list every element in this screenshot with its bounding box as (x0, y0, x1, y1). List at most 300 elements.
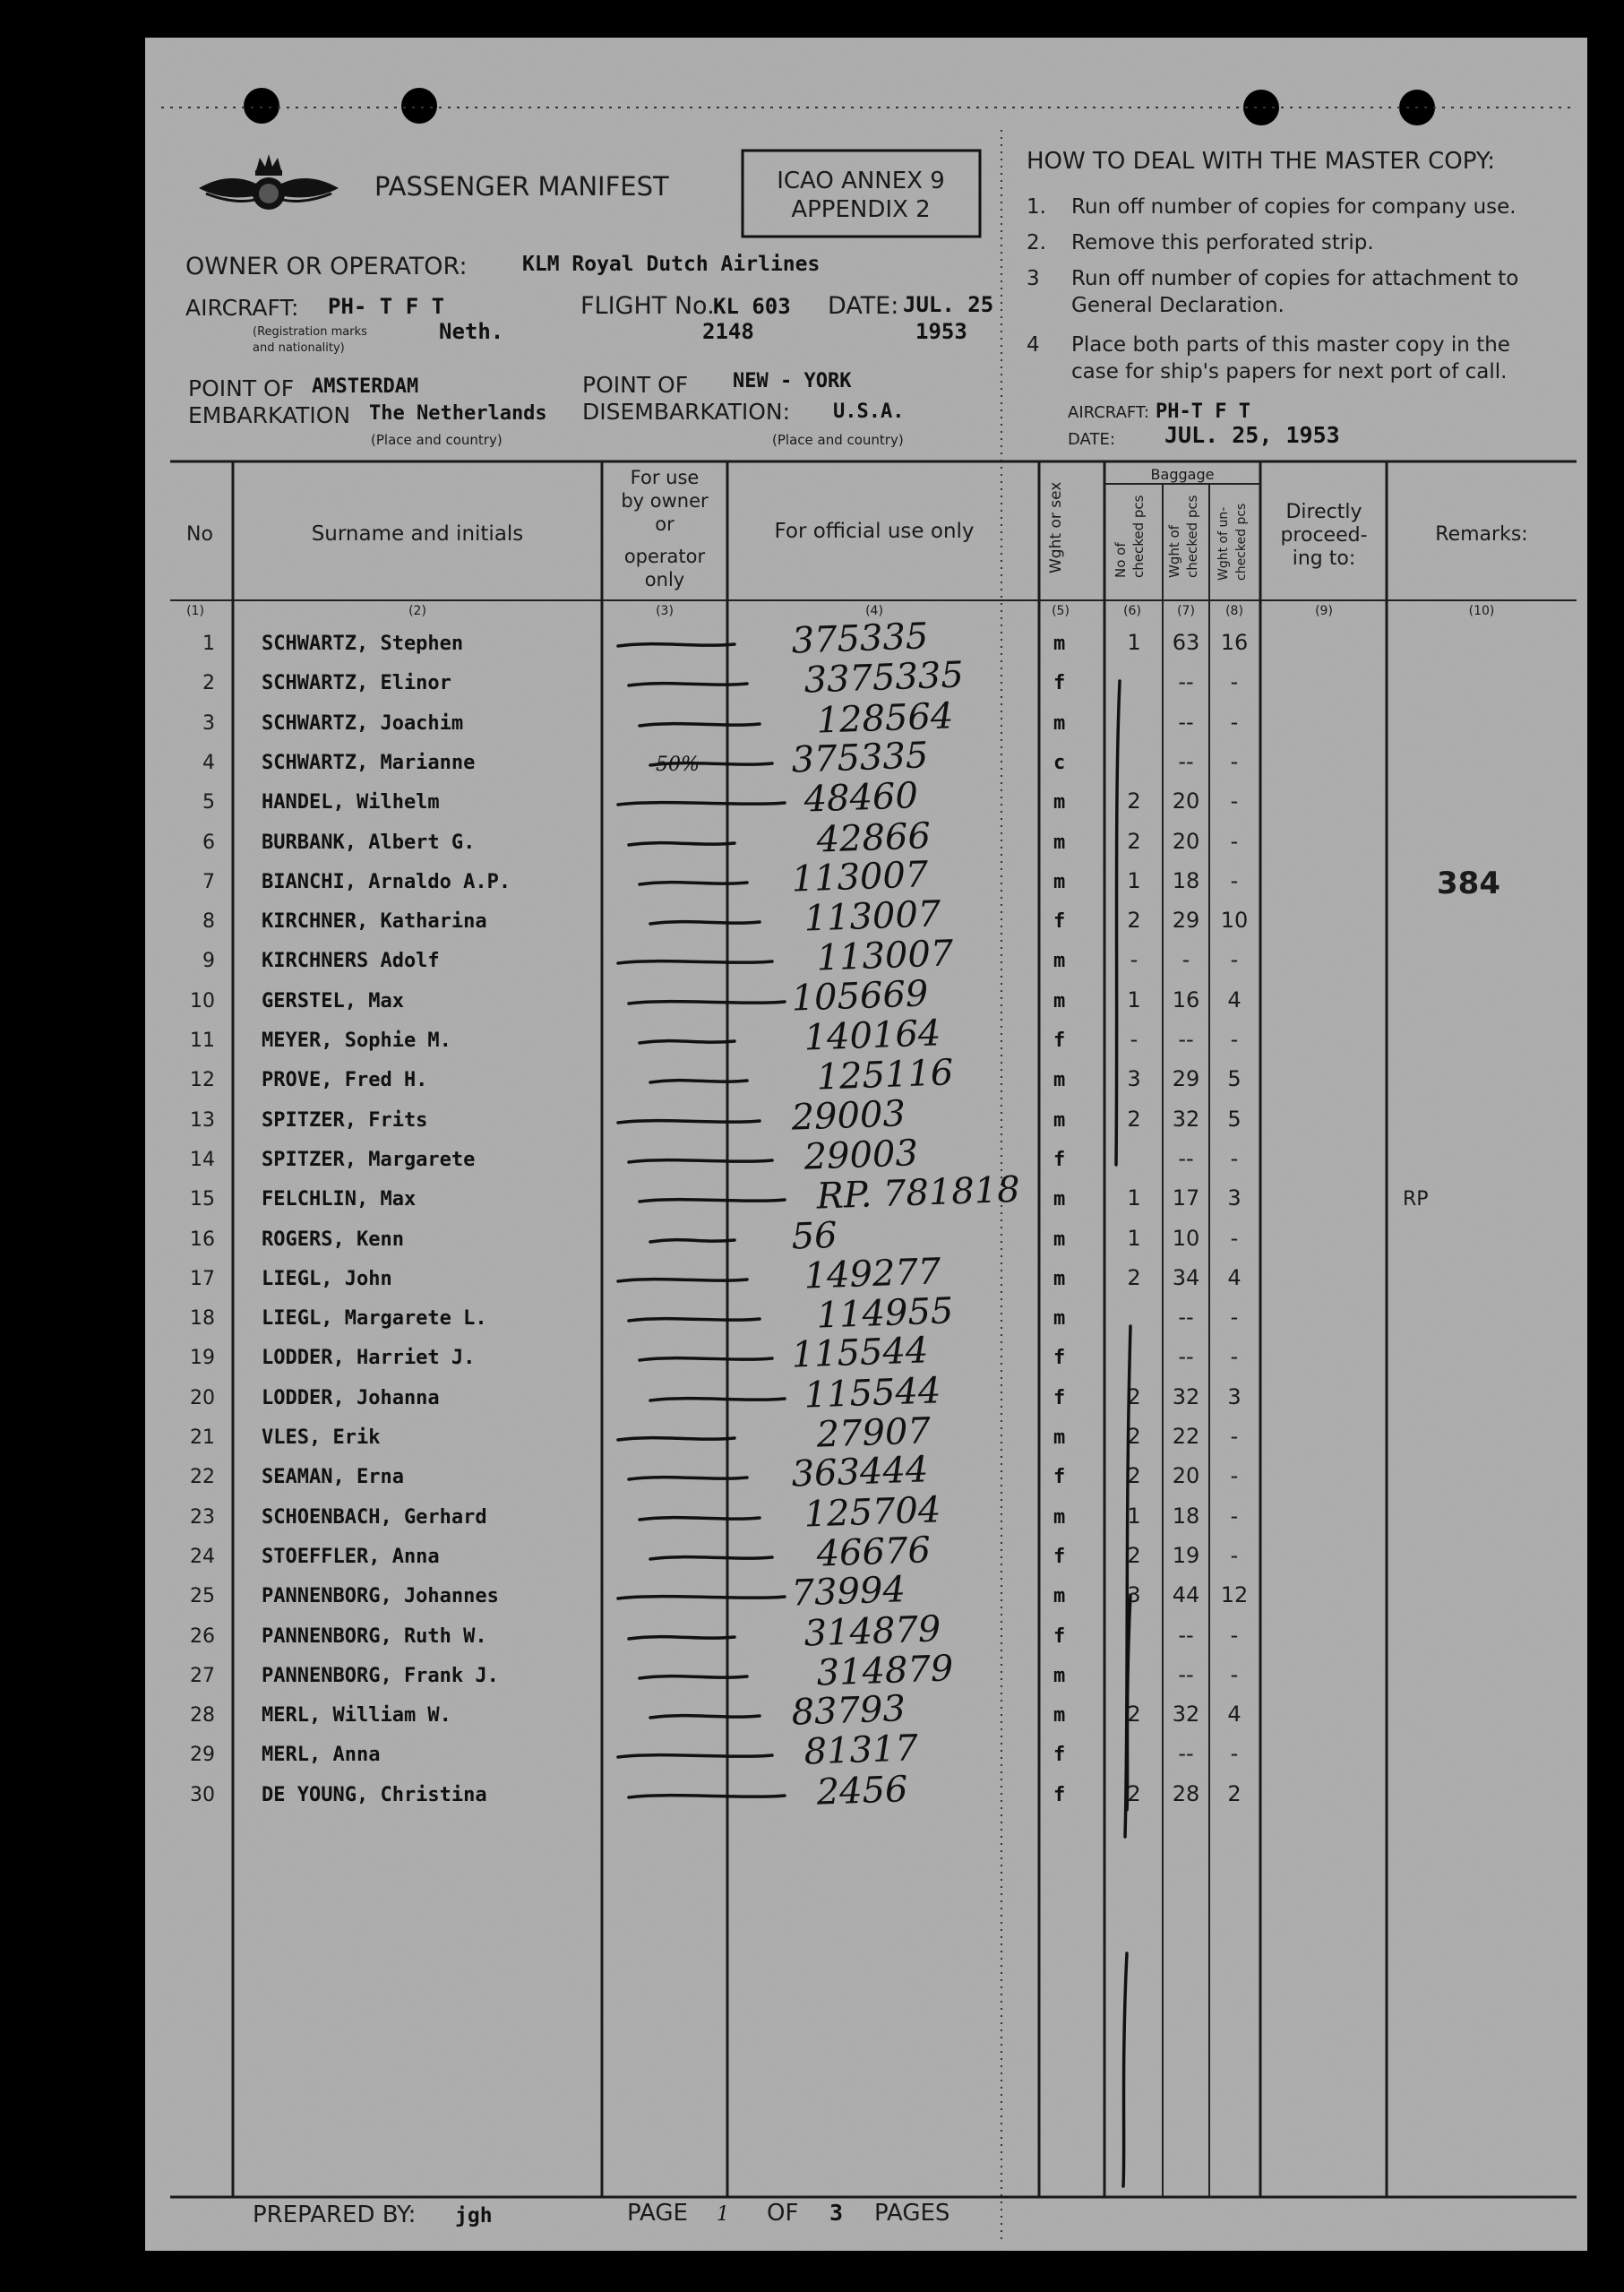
master-aircraft-value: PH-T F T (1156, 401, 1250, 423)
master-item-2-line-1: Remove this perforated strip. (1071, 231, 1374, 254)
master-title: HOW TO DEAL WITH THE MASTER COPY: (1027, 148, 1496, 175)
master-item-1-line-1: Run off number of copies for company use. (1071, 195, 1517, 219)
col-header-owner-use-3: or (655, 513, 675, 535)
passenger-name: PANNENBORG, Ruth W. (262, 1625, 487, 1648)
baggage-weight: 63 (1172, 630, 1200, 655)
pen-stroke (629, 1002, 785, 1004)
col-header-remarks: Remarks: (1435, 523, 1528, 546)
master-item-4-line-1: Place both parts of this master copy in the (1071, 333, 1510, 357)
baggage-pieces: 2 (1127, 1463, 1141, 1488)
col-header-wght-checked-1: Wght of (1166, 525, 1182, 578)
row-number: 26 (190, 1625, 215, 1648)
baggage-weight: -- (1178, 1741, 1194, 1766)
passenger-name: BIANCHI, Arnaldo A.P. (262, 871, 511, 893)
baggage-weight: 32 (1172, 1107, 1200, 1132)
sex-code: m (1053, 990, 1066, 1012)
col-header-wght-sex: Wght or sex (1047, 481, 1065, 573)
icao-line-1: ICAO ANNEX 9 (777, 168, 945, 194)
page-label: PAGE (627, 2200, 688, 2227)
icao-line-2: APPENDIX 2 (791, 196, 931, 223)
column-number: (6) (1123, 604, 1141, 618)
disembarkation-city: NEW - YORK (733, 370, 852, 392)
row-number: 27 (190, 1665, 215, 1687)
unchecked-weight: - (1230, 1463, 1239, 1488)
pen-stroke (640, 1041, 735, 1043)
page-total: 3 (829, 2200, 844, 2226)
sex-code: m (1053, 1426, 1066, 1449)
pen-stroke (618, 1438, 735, 1440)
unchecked-weight: - (1230, 1741, 1239, 1766)
pen-stroke (650, 763, 772, 765)
remarks-value: RP (1403, 1188, 1429, 1211)
official-use-number: 363444 (790, 1449, 930, 1495)
row-number: 1 (202, 633, 215, 655)
passenger-name: DE YOUNG, Christina (262, 1784, 487, 1806)
embarkation-city: AMSTERDAM (312, 375, 419, 398)
master-item-4-line-2: case for ship's papers for next port of call. (1071, 360, 1508, 383)
col-header-baggage: Baggage (1150, 466, 1215, 483)
row-number: 24 (190, 1546, 215, 1568)
col-header-owner-use-1: For use (630, 467, 700, 488)
passenger-name: MERL, Anna (262, 1744, 381, 1766)
sex-code: m (1053, 1704, 1066, 1727)
sex-code: f (1053, 1466, 1066, 1488)
baggage-weight: 22 (1172, 1424, 1200, 1449)
official-use-number: 73994 (790, 1569, 907, 1615)
col-header-wght-unchecked-2: checked pcs (1234, 503, 1249, 581)
official-use-number: 375335 (790, 735, 930, 781)
row-number: 14 (190, 1149, 215, 1171)
passenger-name: SEAMAN, Erna (262, 1466, 404, 1488)
row-number: 18 (190, 1307, 215, 1330)
registration-note-1: (Registration marks (253, 325, 367, 339)
form-title: PASSENGER MANIFEST (374, 171, 669, 202)
row-number: 22 (190, 1466, 215, 1488)
baggage-pieces: 1 (1127, 1226, 1141, 1251)
pen-stroke (650, 1399, 785, 1400)
pen-stroke (640, 1358, 772, 1360)
unchecked-weight: - (1230, 710, 1239, 735)
unchecked-weight: - (1230, 1146, 1239, 1171)
pen-stroke (629, 1796, 785, 1797)
baggage-weight: -- (1178, 1146, 1194, 1171)
baggage-weight: 16 (1172, 987, 1200, 1012)
baggage-weight: 18 (1172, 1504, 1200, 1529)
row-number: 15 (190, 1188, 215, 1211)
unchecked-weight: - (1230, 669, 1239, 694)
disembarkation-place-note: (Place and country) (772, 432, 904, 448)
unchecked-weight: - (1230, 749, 1239, 774)
unchecked-weight: - (1230, 1623, 1239, 1648)
pen-stroke (618, 1280, 747, 1281)
passenger-name: PANNENBORG, Johannes (262, 1585, 499, 1607)
passenger-name: SCHWARTZ, Stephen (262, 633, 464, 655)
passenger-name: STOEFFLER, Anna (262, 1546, 440, 1568)
baggage-weight: 29 (1172, 908, 1200, 933)
passenger-name: SPITZER, Margarete (262, 1149, 476, 1171)
passenger-name: LIEGL, Margarete L. (262, 1307, 487, 1330)
official-use-number: 2456 (815, 1769, 909, 1814)
unchecked-weight: 2 (1227, 1781, 1242, 1806)
col-header-directly-3: ing to: (1292, 547, 1356, 570)
col-header-wght-unchecked-1: Wght of un- (1216, 506, 1231, 581)
date-label: DATE: (828, 292, 899, 320)
col-header-name: Surname and initials (311, 522, 524, 546)
row-number: 19 (190, 1347, 215, 1369)
pen-stroke (629, 684, 747, 685)
row-number: 7 (202, 871, 215, 893)
baggage-pieces: 1 (1127, 987, 1141, 1012)
date-year: 1953 (915, 319, 967, 344)
col-header-directly-2: proceed- (1280, 524, 1368, 547)
column-number: (8) (1225, 604, 1243, 618)
unchecked-weight: - (1230, 1662, 1239, 1687)
pages-label: PAGES (874, 2200, 950, 2227)
baggage-pieces: 2 (1127, 1107, 1141, 1132)
official-use-number: 125116 (815, 1052, 955, 1099)
baggage-weight: -- (1178, 1027, 1194, 1052)
baggage-weight: -- (1178, 1344, 1194, 1369)
official-use-number: RP. 781818 (815, 1168, 1021, 1218)
baggage-pieces: 1 (1127, 1185, 1141, 1211)
passenger-name: SCHWARTZ, Elinor (262, 672, 451, 694)
prepared-by-label: PREPARED BY: (253, 2202, 417, 2228)
official-use-number: 128564 (815, 695, 955, 742)
official-use-number: 29003 (803, 1133, 919, 1178)
sex-code: f (1053, 1347, 1066, 1369)
row-number: 5 (202, 791, 215, 814)
owner-label: OWNER OR OPERATOR: (185, 253, 468, 280)
passenger-name: KIRCHNERS Adolf (262, 950, 440, 972)
passenger-name: ROGERS, Kenn (262, 1228, 404, 1251)
pen-stroke (640, 724, 760, 726)
baggage-pieces: 2 (1127, 1384, 1141, 1409)
row-number: 6 (202, 831, 215, 854)
baggage-weight: 20 (1172, 829, 1200, 854)
unchecked-weight: - (1230, 1226, 1239, 1251)
row-number: 13 (190, 1109, 215, 1132)
column-number: (4) (865, 604, 883, 618)
unchecked-weight: 12 (1220, 1582, 1249, 1607)
pen-stroke (640, 883, 747, 884)
row-number: 17 (190, 1268, 215, 1290)
passenger-name: LODDER, Harriet J. (262, 1347, 476, 1369)
sex-code: m (1053, 1665, 1066, 1687)
point-of-disembarkation-label-1: POINT OF (582, 372, 689, 398)
unchecked-weight: - (1230, 1504, 1239, 1529)
embarkation-place-note: (Place and country) (371, 432, 503, 448)
point-of-embarkation-label-1: POINT OF (188, 375, 295, 401)
prepared-by-value: jgh (455, 2204, 493, 2227)
column-number: (3) (656, 604, 674, 618)
passenger-name: SCHOENBACH, Gerhard (262, 1506, 487, 1529)
baggage-pieces: 3 (1127, 1582, 1141, 1607)
baggage-weight: -- (1178, 669, 1194, 694)
pen-stroke (618, 961, 772, 963)
column-number: (5) (1052, 604, 1070, 618)
baggage-weight: 44 (1172, 1582, 1200, 1607)
official-use-number: 27907 (815, 1410, 932, 1456)
registration-note-2: and nationality) (253, 341, 345, 355)
baggage-weight: -- (1178, 1662, 1194, 1687)
unchecked-weight: - (1230, 1543, 1239, 1568)
sex-code: c (1053, 752, 1066, 774)
sex-code: m (1053, 1188, 1066, 1211)
official-use-number: 48460 (803, 775, 919, 821)
baggage-weight: 20 (1172, 788, 1200, 814)
column-number: (2) (408, 604, 426, 618)
unchecked-weight: - (1230, 1344, 1239, 1369)
sex-code: f (1053, 1149, 1066, 1171)
official-use-number: 3375335 (803, 654, 965, 702)
baggage-weight: -- (1178, 1623, 1194, 1648)
owner-value: KLM Royal Dutch Airlines (522, 253, 821, 276)
flight-label: FLIGHT No. (580, 292, 715, 320)
column-number: (9) (1315, 604, 1333, 618)
unchecked-weight: 4 (1227, 1702, 1242, 1727)
pen-stroke (640, 1200, 785, 1202)
official-use-number: 113007 (803, 893, 942, 940)
unchecked-weight: - (1230, 868, 1239, 893)
pen-stroke (618, 1755, 772, 1757)
official-use-number: 314879 (803, 1608, 942, 1655)
row-number: 21 (190, 1426, 215, 1449)
sex-code: f (1053, 1784, 1066, 1806)
pen-stroke (629, 843, 735, 845)
pen-stroke (629, 1637, 735, 1639)
master-item-3-line-1: Run off number of copies for attachment to (1071, 267, 1519, 290)
official-use-number: 42866 (815, 815, 932, 861)
official-use-number: 56 (790, 1214, 838, 1258)
pen-stroke (629, 1478, 747, 1479)
aircraft-value: PH- T F T (328, 294, 445, 319)
sex-code: m (1053, 950, 1066, 972)
row-number: 8 (202, 910, 215, 933)
master-date-label: DATE: (1068, 430, 1115, 449)
pen-stroke (650, 1716, 760, 1718)
sex-code: f (1053, 910, 1066, 933)
row-number: 11 (190, 1030, 215, 1052)
baggage-weight: 29 (1172, 1066, 1200, 1091)
sex-code: m (1053, 1109, 1066, 1132)
sex-code: m (1053, 1228, 1066, 1251)
unchecked-weight: 16 (1220, 630, 1249, 655)
master-item-3-number: 3 (1027, 267, 1040, 290)
passenger-name: VLES, Erik (262, 1426, 381, 1449)
sex-code: f (1053, 1030, 1066, 1052)
pen-stroke (650, 1557, 772, 1559)
point-of-disembarkation-label-2: DISEMBARKATION: (582, 399, 791, 425)
pen-stroke (650, 1240, 735, 1242)
official-use-number: 149277 (803, 1251, 942, 1297)
sex-code: f (1053, 1546, 1066, 1568)
passenger-name: MERL, William W. (262, 1704, 451, 1727)
baggage-pieces: 1 (1127, 630, 1141, 655)
baggage-weight: -- (1178, 749, 1194, 774)
master-aircraft-label: AIRCRAFT: (1068, 403, 1150, 422)
baggage-weight: 20 (1172, 1463, 1200, 1488)
point-of-embarkation-label-2: EMBARKATION (188, 402, 351, 428)
baggage-pieces: 2 (1127, 1781, 1141, 1806)
official-use-number: 125704 (803, 1489, 942, 1536)
of-label: OF (767, 2200, 799, 2227)
baggage-pieces: 1 (1127, 1504, 1141, 1529)
col-header-official: For official use only (774, 520, 975, 543)
aircraft-label: AIRCRAFT: (185, 295, 299, 321)
unchecked-weight: 3 (1227, 1384, 1242, 1409)
official-use-number: 375335 (790, 616, 930, 662)
pen-stroke (618, 803, 785, 805)
baggage-pieces: 2 (1127, 788, 1141, 814)
passenger-name: LIEGL, John (262, 1268, 392, 1290)
row-number: 30 (190, 1784, 215, 1806)
row-number: 10 (190, 990, 215, 1012)
baggage-pieces: 2 (1127, 1265, 1141, 1290)
col-header-directly-1: Directly (1285, 501, 1362, 523)
unchecked-weight: 10 (1220, 908, 1249, 933)
page-number: 1 (717, 2203, 729, 2226)
row-number: 4 (202, 752, 215, 774)
unchecked-weight: - (1230, 829, 1239, 854)
remarks-value: 384 (1437, 866, 1500, 901)
sex-code: f (1053, 1625, 1066, 1648)
row-number: 23 (190, 1506, 215, 1529)
row-number: 29 (190, 1744, 215, 1766)
col-header-wght-checked-2: checked pcs (1184, 495, 1200, 578)
passenger-name: PANNENBORG, Frank J. (262, 1665, 499, 1687)
column-number: (1) (186, 604, 204, 618)
baggage-pieces: 2 (1127, 908, 1141, 933)
flight-subnumber: 2148 (702, 319, 754, 344)
master-item-2-number: 2. (1027, 231, 1046, 254)
pen-stroke (650, 1081, 747, 1082)
passenger-name: GERSTEL, Max (262, 990, 404, 1012)
baggage-weight: 32 (1172, 1384, 1200, 1409)
sex-code: m (1053, 633, 1066, 655)
baggage-pieces: 2 (1127, 1543, 1141, 1568)
pen-stroke (629, 1160, 772, 1162)
row-number: 25 (190, 1585, 215, 1607)
passenger-name: BURBANK, Albert G. (262, 831, 476, 854)
sex-code: f (1053, 1744, 1066, 1766)
baggage-weight: 19 (1172, 1543, 1200, 1568)
sex-code: m (1053, 712, 1066, 735)
col-header-no-checked-2: checked pcs (1130, 495, 1147, 578)
passenger-name: SCHWARTZ, Marianne (262, 752, 476, 774)
unchecked-weight: 5 (1227, 1066, 1242, 1091)
sex-code: m (1053, 1585, 1066, 1607)
pen-stroke (640, 1676, 747, 1678)
official-use-number: 113007 (790, 854, 930, 900)
row-number: 9 (202, 950, 215, 972)
baggage-pieces: 2 (1127, 1702, 1141, 1727)
column-number: (7) (1177, 604, 1195, 618)
passenger-name: SPITZER, Frits (262, 1109, 428, 1132)
sex-code: f (1053, 672, 1066, 694)
baggage-pieces: - (1130, 947, 1139, 972)
passenger-name: SCHWARTZ, Joachim (262, 712, 464, 735)
unchecked-weight: 4 (1227, 987, 1242, 1012)
row-number: 12 (190, 1069, 215, 1091)
owner-use-note: 50% (656, 754, 700, 776)
row-number: 20 (190, 1387, 215, 1409)
col-header-owner-use-5: only (644, 569, 685, 590)
sex-code: m (1053, 1307, 1066, 1330)
row-number: 16 (190, 1228, 215, 1251)
baggage-weight: - (1181, 947, 1190, 972)
official-use-number: 105669 (790, 973, 930, 1020)
official-use-number: 29003 (790, 1093, 907, 1139)
row-number: 2 (202, 672, 215, 694)
col-header-no: No (186, 523, 213, 546)
official-use-number: 83793 (790, 1688, 907, 1734)
col-header-no-checked-1: No of (1113, 542, 1129, 578)
baggage-weight: 17 (1172, 1185, 1200, 1211)
embarkation-country: The Netherlands (369, 402, 547, 425)
sex-code: f (1053, 1387, 1066, 1409)
unchecked-weight: - (1230, 947, 1239, 972)
nationality-value: Neth. (439, 319, 504, 344)
col-header-owner-use-4: operator (623, 546, 706, 567)
official-use-number: 81317 (803, 1728, 919, 1773)
sex-code: m (1053, 1506, 1066, 1529)
sex-code: m (1053, 871, 1066, 893)
sex-code: m (1053, 1268, 1066, 1290)
master-item-3-line-2: General Declaration. (1071, 294, 1285, 317)
official-use-number: 115544 (790, 1330, 930, 1376)
master-item-1-number: 1. (1027, 195, 1046, 219)
baggage-pieces: 2 (1127, 1424, 1141, 1449)
disembarkation-country: U.S.A. (833, 401, 905, 423)
flight-value: KL 603 (713, 294, 791, 319)
baggage-weight: 28 (1172, 1781, 1200, 1806)
passenger-name: HANDEL, Wilhelm (262, 791, 440, 814)
pen-stroke (650, 922, 760, 924)
baggage-pieces: 3 (1127, 1066, 1141, 1091)
baggage-weight: -- (1178, 710, 1194, 735)
unchecked-weight: 4 (1227, 1265, 1242, 1290)
row-number: 28 (190, 1704, 215, 1727)
date-value: JUL. 25 (903, 292, 994, 317)
baggage-pieces: - (1130, 1027, 1139, 1052)
sex-code: m (1053, 1069, 1066, 1091)
baggage-weight: 32 (1172, 1702, 1200, 1727)
official-use-number: 314879 (815, 1648, 955, 1694)
baggage-weight: 34 (1172, 1265, 1200, 1290)
pen-stroke (618, 1121, 760, 1123)
col-header-owner-use-2: by owner (621, 490, 709, 512)
baggage-weight: 18 (1172, 868, 1200, 893)
pen-stroke (640, 1518, 760, 1520)
baggage-pieces: 2 (1127, 829, 1141, 854)
pen-stroke (618, 1597, 785, 1598)
official-use-number: 46676 (815, 1529, 932, 1575)
passenger-name: MEYER, Sophie M. (262, 1030, 451, 1052)
passenger-name: KIRCHNER, Katharina (262, 910, 487, 933)
row-number: 3 (202, 712, 215, 735)
passenger-name: PROVE, Fred H. (262, 1069, 428, 1091)
unchecked-weight: - (1230, 788, 1239, 814)
unchecked-weight: - (1230, 1027, 1239, 1052)
pen-stroke (629, 1319, 760, 1321)
official-use-number: 115544 (803, 1370, 942, 1417)
sex-code: m (1053, 791, 1066, 814)
official-use-number: 114955 (815, 1290, 955, 1337)
baggage-pieces: 1 (1127, 868, 1141, 893)
passenger-name: LODDER, Johanna (262, 1387, 440, 1409)
baggage-weight: -- (1178, 1305, 1194, 1330)
unchecked-weight: 3 (1227, 1185, 1242, 1211)
